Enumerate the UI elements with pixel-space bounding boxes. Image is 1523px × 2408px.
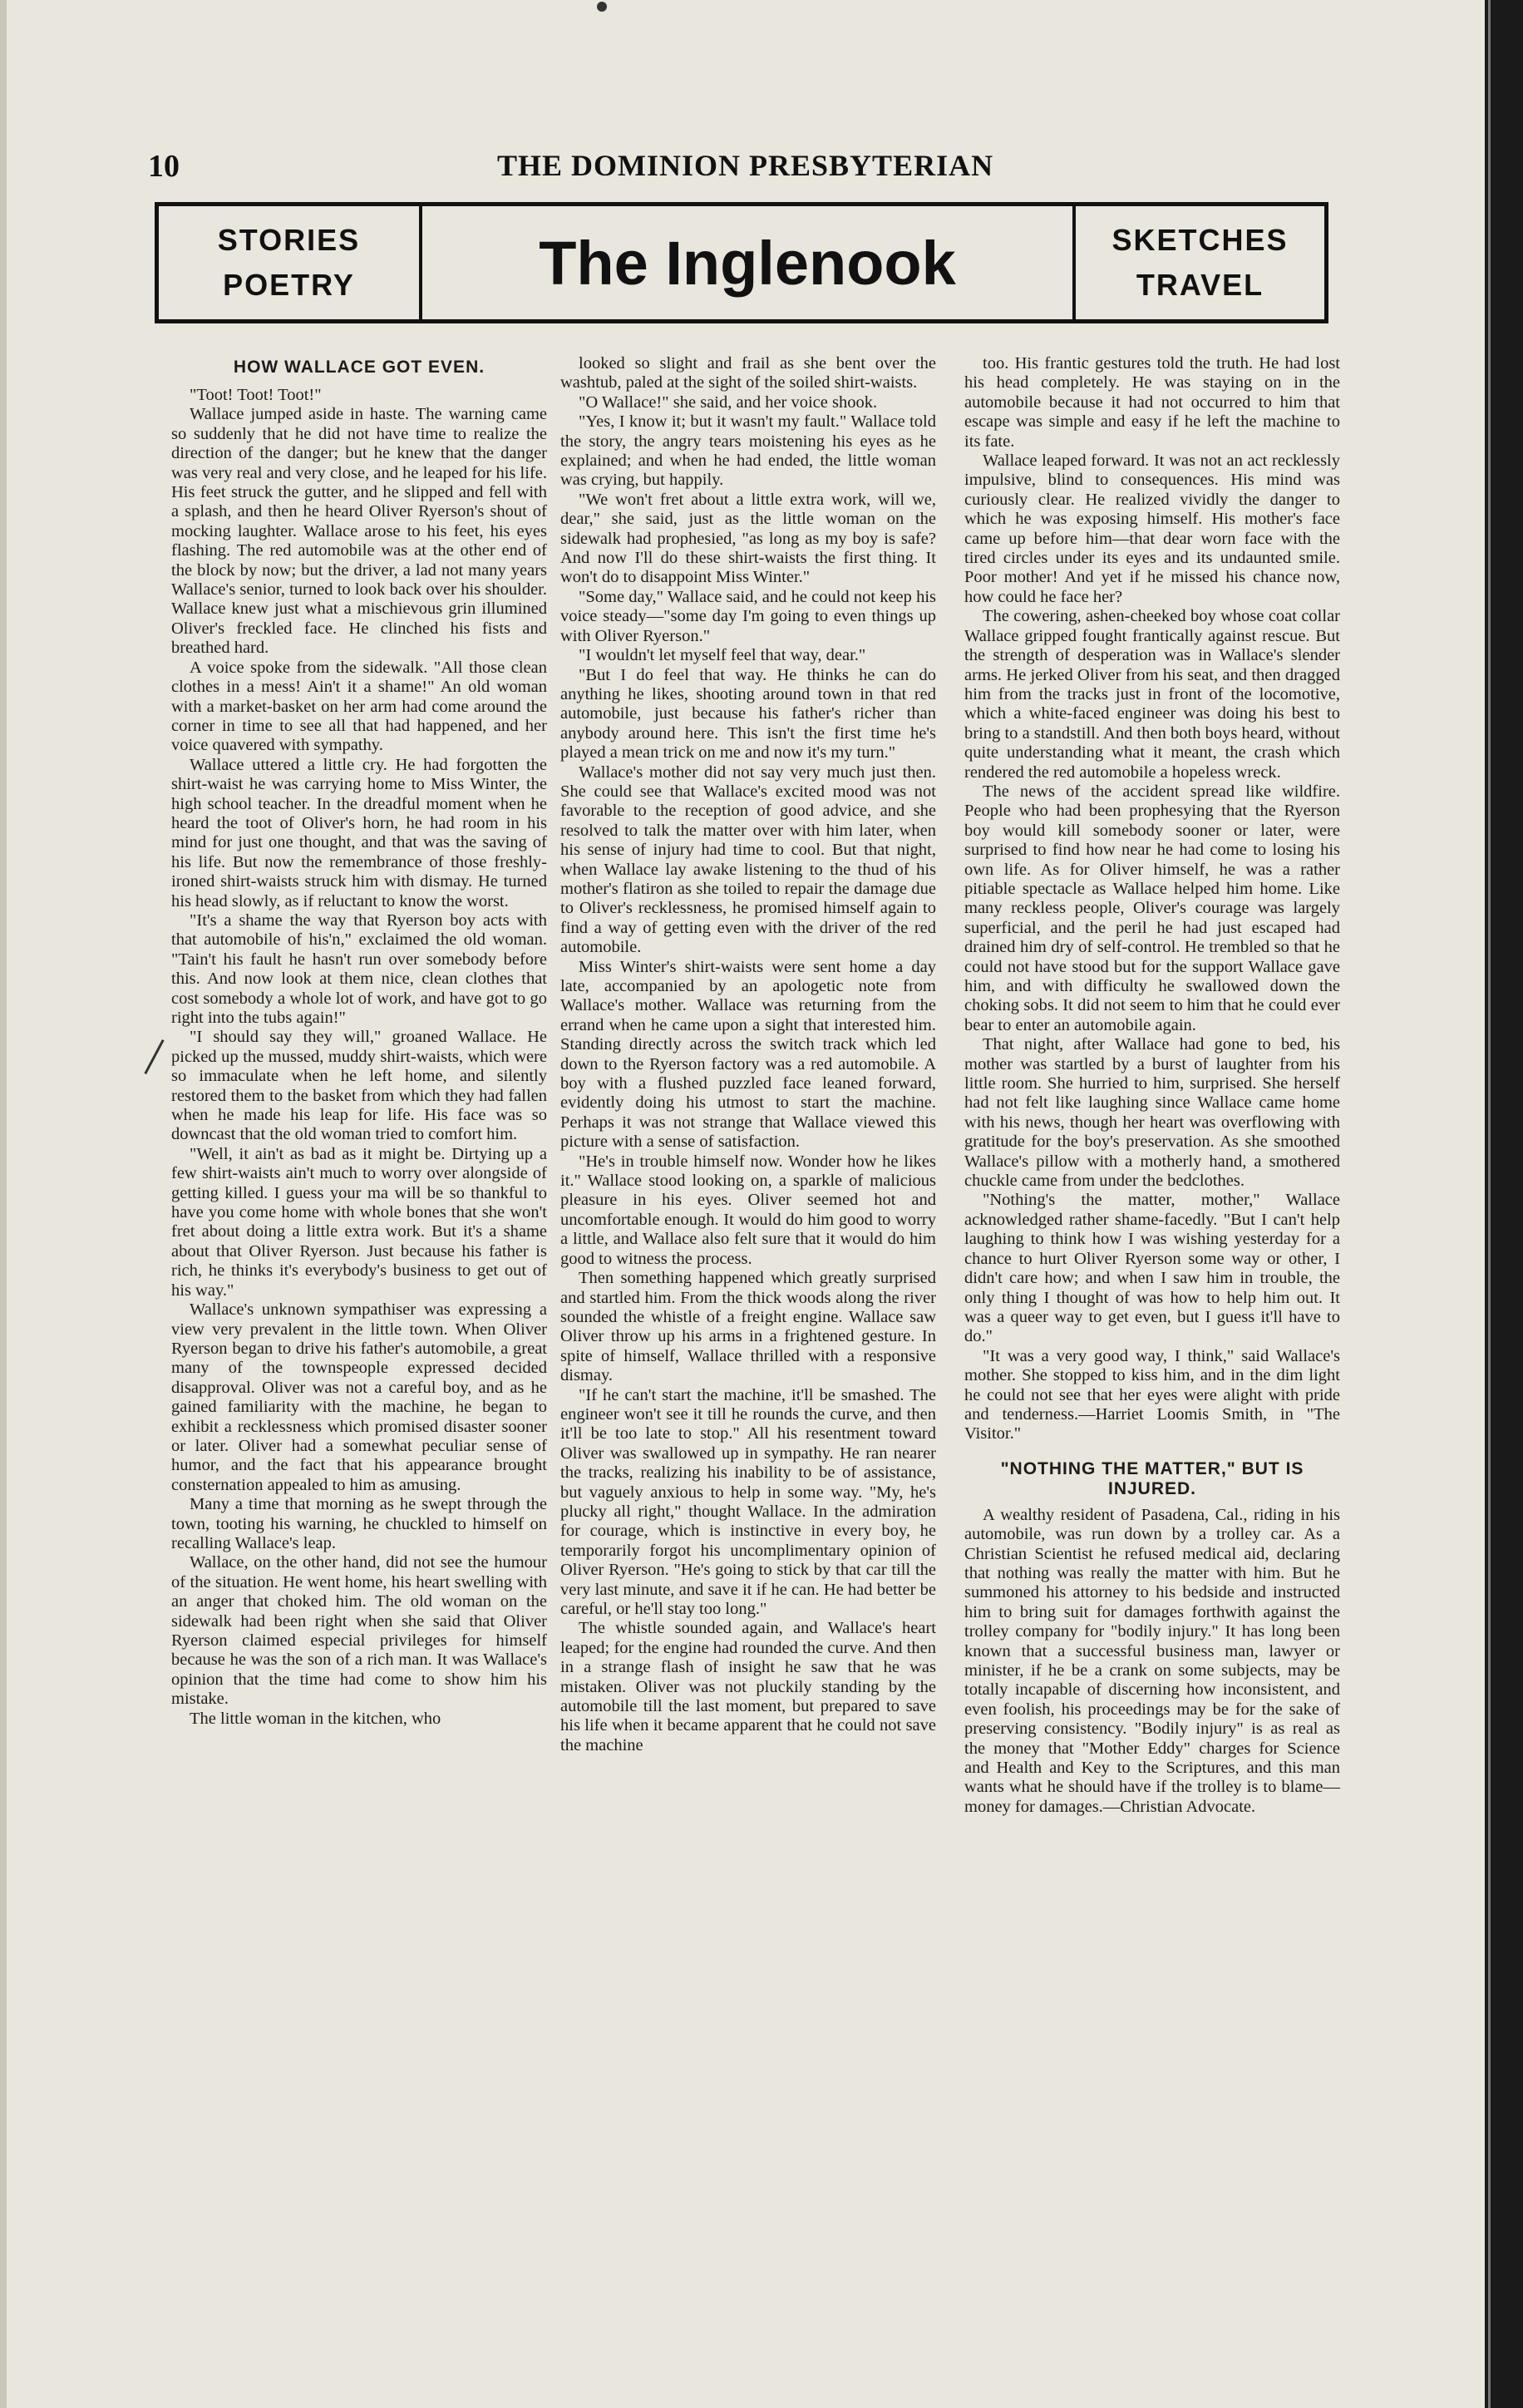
paragraph: Many a time that morning as he swept through the town, tooting his warning, he chuckled to himself on recalling Wallace's leap.: [171, 1495, 547, 1552]
column-3: [964, 354, 1340, 1817]
paragraph: "O Wallace!" she said, and her voice shook.: [579, 392, 878, 412]
paragraph: Then something happened which greatly surprised and startled him. From the thick woods along the river sounded the whistle of a freight engine. Wallace saw Oliver throw up his arms in a frightened gesture. In spite of himself, Wallace thrilled with a responsive dismay.: [560, 1269, 936, 1385]
journal-title: THE DOMINION PRESBYTERIAN: [497, 149, 994, 182]
column-1-body: [171, 386, 547, 1729]
second-article-headline: "NOTHING THE MATTER," BUT IS INJURED.: [1000, 1458, 1304, 1498]
paragraph: The cowering, ashen-cheeked boy whose coat collar Wallace gripped fought frantically against rescue. But the strength of desperation was in Wallace's slender arms. He jerked Oliver from his seat, and then dragged him from the tracks just in front of the locomotive, which a white-faced engineer was doing his best to bring to a standstill. And then both boys heard, without quite understanding what it meant, the crash which rendered the red automobile a hopeless wreck.: [964, 607, 1340, 782]
paragraph: "I wouldn't let myself feel that way, dear.": [579, 646, 866, 665]
paragraph: too. His frantic gestures told the truth. He had lost his head completely. He was staying on in the automobile because it had not occurred to him that escape was simple and easy if he left the machine to its fate.: [964, 354, 1340, 451]
paragraph: "It was a very good way, I think," said Wallace's mother. She stopped to kiss him, and in the dim light he could not see that her eyes were alight with pride and tenderness.—Harriet Loomis Smith, in "The Visitor.": [964, 1346, 1340, 1443]
paragraph: "Yes, I know it; but it wasn't my fault." Wallace told the story, the angry tears moistening his eyes as he explained; and when he had ended, the little woman was crying, but happily.: [560, 412, 936, 490]
paragraph: "Some day," Wallace said, and he could not keep his voice steady—"some day I'm going to even things up with Oliver Ryerson.": [560, 587, 936, 645]
paragraph: That night, after Wallace had gone to bed, his mother was startled by a burst of laughter from his little room. She hurried to him, surprised. She herself had not felt like laughing since Wallace came home with his news, though her heart was overflowing with gratitude for the boy's preservation. As she smoothed Wallace's pillow with a motherly hand, a smothered chuckle came from under the bedclothes.: [964, 1035, 1340, 1191]
banner-poetry: POETRY: [223, 268, 355, 302]
paragraph: Miss Winter's shirt-waists were sent home a day late, accompanied by an apologetic note from Wallace's mother. Wallace was returning from the errand when he came upon a sight that interested him. Standing directly across the switch track which led down to the Ryerson factory was a red automobile. A boy with a flushed puzzled face leaned forward, evidently doing his utmost to start the machine. Perhaps it was not strange that Wallace viewed this picture with a sense of satisfaction.: [560, 957, 936, 1152]
paragraph: A voice spoke from the sidewalk. "All those clean clothes in a mess! Ain't it a shame!" An old woman with a market-basket on her arm had come around the corner in time to see all that had happened, and her voice quavered with sympathy.: [171, 658, 547, 755]
paragraph: "I should say they will," groaned Wallace. He picked up the mussed, muddy shirt-waists, which were so immaculate when he left home, and silently restored them to the basket from which they had fallen when he made his leap for life. His face was so downcast that the old woman tried to comfort him.: [171, 1028, 547, 1144]
paragraph: The little woman in the kitchen, who: [190, 1709, 441, 1728]
paragraph: Wallace, on the other hand, did not see the humour of the situation. He went home, his heart swelling with an anger that choked him. The old woman on the sidewalk had been right when she said that Oliver Ryerson claimed especial privileges for himself because he was the son of a rich man. It was Wallace's opinion that the time had come to show him his mistake.: [171, 1553, 547, 1709]
paragraph: "He's in trouble himself now. Wonder how he likes it." Wallace stood looking on, a sparkle of malicious pleasure in his eyes. Oliver seemed hot and uncomfortable enough. It would do him good to worry a little, and Wallace also felt sure that it would do him good to witness the process.: [560, 1152, 936, 1268]
banner-travel: TRAVEL: [1136, 268, 1264, 302]
paragraph: looked so slight and frail as she bent over the washtub, paled at the sight of the soiled shirt-waists.: [560, 354, 936, 392]
paragraph: Wallace's unknown sympathiser was expressing a view very prevalent in the little town. When Oliver Ryerson began to drive his father's automobile, a great many of the townspeople expressed decided disapproval. Oliver was not a careful boy, and as he gained familiarity with the machine, he began to exhibit a recklessness which promised disaster sooner or later. Oliver had a somewhat peculiar sense of humor, and the fact that his appearance brought consternation appealed to him as amusing.: [171, 1300, 547, 1494]
column-2: [560, 354, 936, 1755]
paragraph: The whistle sounded again, and Wallace's heart leaped; for the engine had rounded the curve. And then in a strange flash of insight he saw that he was mistaken. Oliver was not pluckily standing by the automobile till the last moment, but prepared to save his life when it became apparent that he could not save the machine: [560, 1619, 936, 1754]
column-3-body: [964, 354, 1340, 1444]
banner-sketches: SKETCHES: [1111, 223, 1289, 257]
paragraph: "It's a shame the way that Ryerson boy acts with that automobile of his'n," exclaimed the old woman. "Tain't his fault he hasn't run over somebody before this. And now look at them nice, clean clothes that cost somebody a whole lot of work, and have got to go right into the tubs again!": [171, 910, 547, 1027]
newspaper-page: [7, 0, 1503, 2408]
page-edge-shadow: [1485, 0, 1523, 2408]
banner-stories: STORIES: [217, 223, 361, 257]
paragraph: The news of the accident spread like wildfire. People who had been prophesying that the Ryerson boy would kill somebody sooner or later, were surprised to find how near he had come to losing his own life. As for Oliver himself, he was a rather pitiable spectacle as Wallace helped him home. Like many reckless people, Oliver's courage was largely superficial, and the peril he had just escaped had drained him dry of self-control. He trembled so that he could not have stood but for the support Wallace gave him, and with difficulty he swallowed down the choking sobs. It did not seem to him that he could ever bear to enter an automobile again.: [964, 782, 1340, 1034]
paragraph: "Well, it ain't as bad as it might be. Dirtying up a few shirt-waists ain't much to worry over alongside of getting killed. I guess your ma will be so thankful to have you come home with whole bones that she won't fret about doing a little extra work. But it's a shame about that Oliver Ryerson. Just because his father is rich, he thinks it's everybody's business to get out of his way.": [171, 1144, 547, 1300]
paragraph: "If he can't start the machine, it'll be smashed. The engineer won't see it till he rounds the curve, and then it'll be too late to stop." All his resentment toward Oliver was swallowed up in sympathy. He ran nearer the tracks, realizing his inability to be of assistance, but vaguely anxious to help in some way. "My, he's plucky all right," thought Wallace. In the admiration for courage, which is instinctive in every boy, he temporarily forgot his uncomplimentary opinion of Oliver Ryerson. "He's going to stick by that car till the very last minute, and save it if he can. He had better be careful, or he'll stay too long.": [560, 1385, 936, 1618]
ink-mark: [597, 2, 607, 12]
paragraph: "Toot! Toot! Toot!": [190, 386, 322, 404]
banner-left-box: [159, 206, 422, 319]
paragraph: Wallace jumped aside in haste. The warning came so suddenly that he did not have time to realize the direction of the danger; but he knew that the danger was very real and very close, and he leaped for his life. His feet struck the gutter, and he slipped and fell with a splash, and then he heard Oliver Ryerson's shout of mocking laughter. Wallace arose to his feet, his eyes flashing. The red automobile was at the other end of the block by now; but the driver, a lad not many years Wallace's senior, turned to look back over his shoulder. Wallace knew just what a mischievous grin illumined Oliver's freckled face. He clinched his fists and breathed hard.: [171, 405, 547, 658]
paragraph: Wallace's mother did not say very much just then. She could see that Wallace's excited mood was not favorable to the reception of good advice, and she resolved to talk the matter over with him later, when his sense of injury had time to cool. But that night, when Wallace lay awake listening to the thud of his mother's flatiron as she toiled to repair the damage due to Oliver's recklessness, he promised himself again to find a way of getting even with the driver of the red automobile.: [560, 762, 936, 957]
pencil-mark: [144, 1039, 164, 1074]
paragraph: "We won't fret about a little extra work, will we, dear," she said, just as the little woman on the sidewalk had prophesied, "as long as my boy is safe? And now I'll do these shirt-waists the first thing. It won't do to disappoint Miss Winter.": [560, 490, 936, 587]
section-title: The Inglenook: [539, 228, 956, 298]
column-3-second-body: [964, 1506, 1340, 1818]
paragraph: "Nothing's the matter, mother," Wallace acknowledged rather shame-facedly. "But I can't help laughing to think how I was wishing yesterday for a chance to hurt Oliver Ryerson some way or other, I didn't care how; and when I saw him in trouble, the only thing I thought of was how to help him out. It was a queer way to get even, but I guess it'll have to do.": [964, 1191, 1340, 1346]
column-2-body: [560, 354, 936, 1755]
column-1: [171, 354, 547, 1729]
article-headline: HOW WALLACE GOT EVEN.: [233, 358, 485, 377]
paragraph: Wallace leaped forward. It was not an act recklessly impulsive, blind to consequences. His mind was curiously clear. He realized vividly the danger to which he was exposing himself. His mother's face came up before him—that dear worn face with the tired circles under its eyes and its undaunted smile. Poor mother! And yet if he missed his chance now, how could he face her?: [964, 452, 1340, 606]
banner-right-box: [1072, 206, 1324, 319]
page-number: 10: [148, 149, 180, 184]
paragraph: "But I do feel that way. He thinks he can do anything he likes, shooting around town in that red automobile, just because his father's richer than anybody around here. This isn't the first time he's played a mean trick on me and now it's my turn.": [560, 665, 936, 762]
running-head: [148, 148, 1337, 186]
paragraph: Wallace uttered a little cry. He had forgotten the shirt-waist he was carrying home to Miss Winter, the high school teacher. In the dreadful moment when he heard the toot of Oliver's horn, he had room in his mind for just one thought, and that was the saving of his life. But now the remembrance of those freshly-ironed shirt-waists struck him with dismay. He turned his head slowly, as if reluctant to know the worst.: [171, 755, 547, 910]
paragraph: A wealthy resident of Pasadena, Cal., riding in his automobile, was run down by a trolley car. As a Christian Scientist he refused medical aid, declaring that nothing was really the matter with him. But he summoned his attorney to his bedside and instructed him to bring suit for damages forthwith against the trolley company for "bodily injury." It has long been known that a successful business man, lawyer or minister, if he be a crank on some subjects, may be totally incapable of discerning how inconsistent, and even foolish, his proceedings may be for the sake of preserving consistency. "Bodily injury" is as real as the money that "Mother Eddy" charges for Science and Health and Key to the Scriptures, and this man wants what he should have if the trolley is to blame—money for damages.—Christian Advocate.: [964, 1505, 1340, 1816]
section-banner: [155, 202, 1328, 323]
